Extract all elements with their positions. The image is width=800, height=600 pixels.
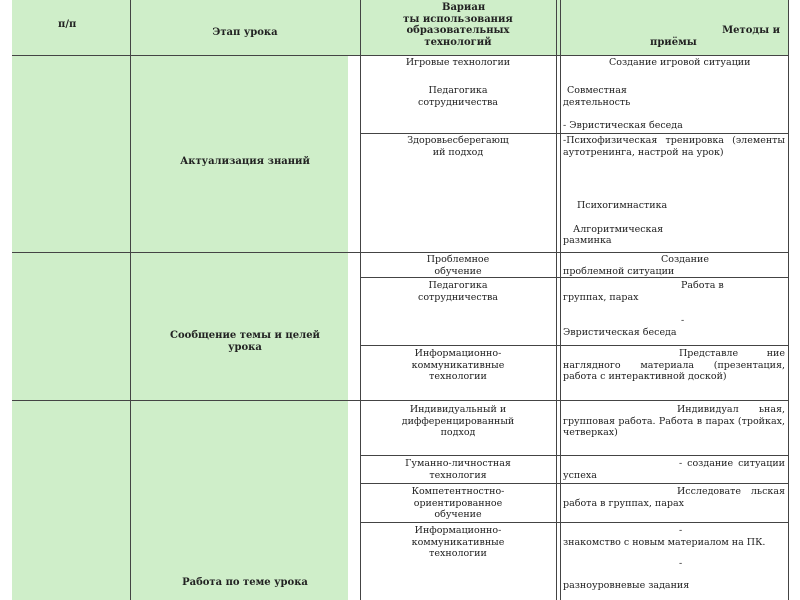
technology-cell: Здоровьесберегающ ий подход: [407, 135, 509, 158]
row-divider: [360, 455, 788, 456]
methods-cell: Совместная деятельность - Эвристическая беседа: [563, 85, 683, 131]
technology-cell: Педагогика сотрудничества: [418, 85, 498, 108]
header-technologies: Вариан ты использования образовательных технологий: [403, 2, 513, 48]
technology-cell: Индивидуальный и дифференцированный подход: [401, 404, 515, 438]
methods-cell: Работа в группах, парах - Эвристическая беседа: [563, 280, 724, 338]
stage-label: Сообщение темы и целей урока: [170, 330, 320, 353]
technology-cell: Педагогика сотрудничества: [418, 280, 498, 303]
technology-cell: Проблемное обучение: [426, 254, 490, 277]
header-stage: Этап урока: [212, 27, 278, 38]
technology-cell: Информационно- коммуникативные технологии: [411, 348, 505, 382]
column-divider: [360, 0, 361, 600]
header-number: п/п: [58, 19, 77, 30]
methods-cell: Исследовате льская работа в группах, парах: [563, 486, 785, 509]
methods-cell: - знакомство с новым материалом на ПК. - разноуровневые задания: [563, 525, 766, 591]
stage-band: [12, 55, 348, 600]
header-methods: Методы и приёмы: [650, 25, 780, 48]
row-divider: [360, 522, 788, 523]
row-divider: [360, 277, 788, 278]
stage-label: Актуализация знаний: [180, 156, 310, 167]
column-divider: [788, 0, 789, 600]
technology-cell: Компетентностно- ориентированное обучение: [411, 486, 505, 520]
methods-cell: - создание ситуации успеха: [563, 458, 785, 481]
methods-cell: -Психофизическая тренировка (элементы аутотренинга, настрой на урок): [563, 135, 785, 158]
column-divider: [556, 0, 557, 600]
methods-cell: Индивидуал ьная, групповая работа. Работа в парах (тройках, четверках): [563, 404, 785, 438]
row-divider: [360, 133, 788, 134]
technology-cell: Гуманно-личностная технология: [405, 458, 511, 481]
row-divider: [12, 400, 788, 401]
methods-cell: Создание игровой ситуации: [609, 57, 751, 68]
methods-cell: Представле ние наглядного материала (презентация, работа с интерактивной доской): [563, 348, 785, 382]
row-divider: [360, 345, 788, 346]
row-divider: [360, 483, 788, 484]
methods-cell: Создание проблемной ситуации: [563, 254, 709, 277]
technology-cell: Информационно- коммуникативные технологии: [411, 525, 505, 559]
column-divider: [560, 0, 561, 600]
row-divider: [12, 252, 788, 253]
technology-cell: Игровые технологии: [405, 57, 511, 68]
methods-cell: Психогимнастика Алгоритмическая разминка: [563, 200, 668, 246]
stage-label: Работа по теме урока: [182, 577, 308, 588]
column-divider: [130, 0, 131, 600]
row-divider: [12, 55, 788, 56]
